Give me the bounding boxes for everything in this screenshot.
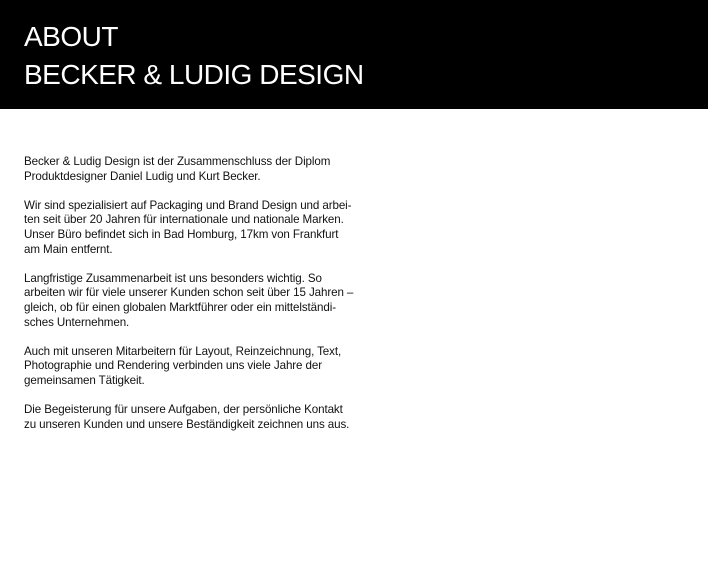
paragraph-intro (24, 155, 384, 184)
page-title-company: BECKER & LUDIG DESIGN (24, 59, 364, 90)
text-line: Wir sind spezialisiert auf Packaging und Brand Design und arbei- (24, 198, 352, 212)
text-line: ten seit über 20 Jahren für internationale und nationale Marken. (24, 213, 344, 227)
text-line: Unser Büro befindet sich in Bad Homburg, 17km von Frankfurt (24, 227, 339, 241)
text-line: am Main entfernt. (24, 242, 113, 256)
text-line: sches Unternehmen. (24, 315, 130, 329)
text-line: Auch mit unseren Mitarbeitern für Layout, Reinzeichnung, Text, (24, 344, 342, 358)
text-line: gemeinsamen Tätigkeit. (24, 373, 145, 387)
page-header (0, 0, 708, 109)
text-line: Die Begeisterung für unsere Aufgaben, der persönliche Kontakt (24, 403, 343, 417)
paragraph-team (24, 345, 384, 389)
text-line: gleich, ob für einen globalen Marktführer oder ein mittelständi- (24, 300, 336, 314)
text-line: Produktdesigner Daniel Ludig und Kurt Becker. (24, 169, 261, 183)
page-title-about: ABOUT (24, 21, 118, 52)
paragraph-collaboration (24, 272, 384, 330)
text-line: arbeiten wir für viele unserer Kunden schon seit über 15 Jahren – (24, 286, 354, 300)
text-line: Becker & Ludig Design ist der Zusammenschluss der Diplom (24, 155, 331, 168)
paragraph-closing (24, 403, 384, 432)
text-line: zu unseren Kunden und unsere Beständigkeit zeichnen uns aus. (24, 417, 350, 431)
text-line: Langfristige Zusammenarbeit ist uns besonders wichtig. So (24, 271, 322, 285)
text-line: Photographie und Rendering verbinden uns viele Jahre der (24, 359, 322, 373)
paragraph-specialization (24, 199, 384, 257)
about-text (24, 155, 384, 447)
